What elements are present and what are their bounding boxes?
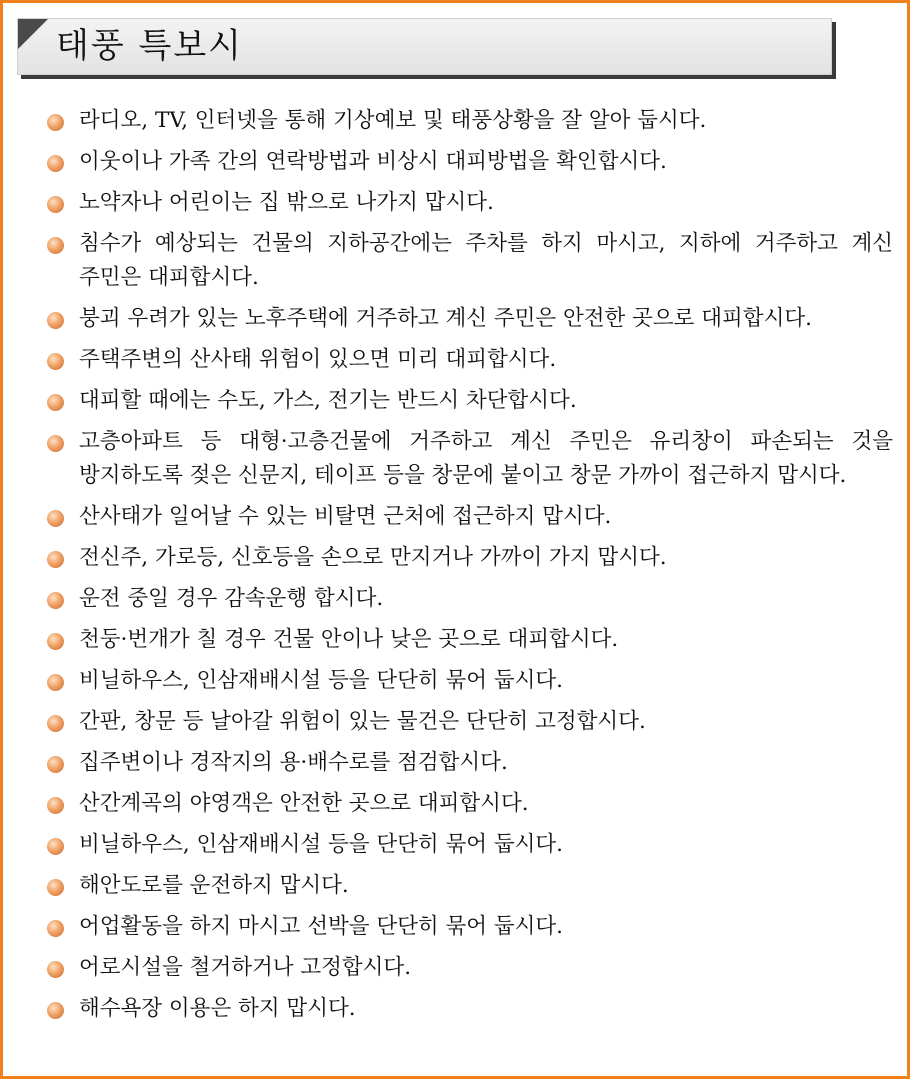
title-bar <box>17 18 832 75</box>
list-item-text: 노약자나 어린이는 집 밖으로 나가지 맙시다. <box>79 190 494 215</box>
bullet-icon <box>47 114 64 131</box>
bullet-icon <box>47 312 64 329</box>
list-item-text: 해안도로를 운전하지 맙시다. <box>79 873 349 898</box>
list-item <box>45 623 893 657</box>
bullet-icon <box>47 394 64 411</box>
list-item <box>45 425 893 493</box>
list-item-text: 붕괴 우려가 있는 노후주택에 거주하고 계신 주민은 안전한 곳으로 대피합시다. <box>79 306 812 331</box>
list-item-text: 전신주, 가로등, 신호등을 손으로 만지거나 가까이 가지 맙시다. <box>79 545 667 570</box>
bullet-icon <box>47 510 64 527</box>
bullet-icon <box>47 961 64 978</box>
bullet-icon <box>47 435 64 452</box>
list-item-text: 산간계곡의 야영객은 안전한 곳으로 대피합시다. <box>79 791 529 816</box>
list-item <box>45 705 893 739</box>
bullet-icon <box>47 920 64 937</box>
bullet-icon <box>47 592 64 609</box>
list-item <box>45 664 893 698</box>
bullet-icon <box>47 633 64 650</box>
list-item <box>45 541 893 575</box>
page-title: 태풍 특보시 <box>56 26 244 66</box>
bullet-icon <box>47 674 64 691</box>
list-item-text: 산사태가 일어날 수 있는 비탈면 근처에 접근하지 맙시다. <box>79 504 612 529</box>
bullet-icon <box>47 838 64 855</box>
list-item <box>45 145 893 179</box>
list-item <box>45 302 893 336</box>
bullet-icon <box>47 196 64 213</box>
bullet-icon <box>47 715 64 732</box>
list-item <box>45 951 893 985</box>
list-item-text: 어로시설을 철거하거나 고정합시다. <box>79 955 412 980</box>
list-item <box>45 500 893 534</box>
list-item <box>45 869 893 903</box>
list-item <box>45 104 893 138</box>
bullet-icon <box>47 756 64 773</box>
list-item-text: 비닐하우스, 인삼재배시설 등을 단단히 묶어 둡시다. <box>79 668 563 693</box>
list-item-text: 침수가 예상되는 건물의 지하공간에는 주차를 하지 마시고, 지하에 거주하고 계신 주민은 대피합시다. <box>79 231 893 290</box>
list-item <box>45 384 893 418</box>
bullet-icon <box>47 237 64 254</box>
list-item-text: 고층아파트 등 대형·고층건물에 거주하고 계신 주민은 유리창이 파손되는 것을 방지하도록 젖은 신문지, 테이프 등을 창문에 붙이고 창문 가까이 접근하지 맙시다. <box>79 429 893 488</box>
bullet-icon <box>47 353 64 370</box>
list-item <box>45 746 893 780</box>
list-item-text: 이웃이나 가족 간의 연락방법과 비상시 대피방법을 확인합시다. <box>79 149 667 174</box>
list-item-text: 해수욕장 이용은 하지 맙시다. <box>79 996 356 1021</box>
safety-tips-list <box>45 104 893 1033</box>
list-item <box>45 343 893 377</box>
bullet-icon <box>47 551 64 568</box>
list-item <box>45 828 893 862</box>
list-item-text: 라디오, TV, 인터넷을 통해 기상예보 및 태풍상황을 잘 알아 둡시다. <box>79 108 707 133</box>
list-item <box>45 227 893 295</box>
list-item-text: 간판, 창문 등 날아갈 위험이 있는 물건은 단단히 고정합시다. <box>79 709 646 734</box>
bullet-icon <box>47 155 64 172</box>
list-item-text: 천둥·번개가 칠 경우 건물 안이나 낮은 곳으로 대피합시다. <box>79 627 619 652</box>
list-item <box>45 582 893 616</box>
list-item <box>45 787 893 821</box>
list-item <box>45 910 893 944</box>
bullet-icon <box>47 879 64 896</box>
list-item-text: 운전 중일 경우 감속운행 합시다. <box>79 586 384 611</box>
list-item-text: 주택주변의 산사태 위험이 있으면 미리 대피합시다. <box>79 347 557 372</box>
list-item <box>45 992 893 1026</box>
list-item-text: 어업활동을 하지 마시고 선박을 단단히 묶어 둡시다. <box>79 914 563 939</box>
bullet-icon <box>47 797 64 814</box>
list-item-text: 대피할 때에는 수도, 가스, 전기는 반드시 차단합시다. <box>79 388 577 413</box>
corner-triangle-icon <box>18 19 48 49</box>
list-item <box>45 186 893 220</box>
list-item-text: 비닐하우스, 인삼재배시설 등을 단단히 묶어 둡시다. <box>79 832 563 857</box>
list-item-text: 집주변이나 경작지의 용·배수로를 점검합시다. <box>79 750 508 775</box>
bullet-icon <box>47 1002 64 1019</box>
